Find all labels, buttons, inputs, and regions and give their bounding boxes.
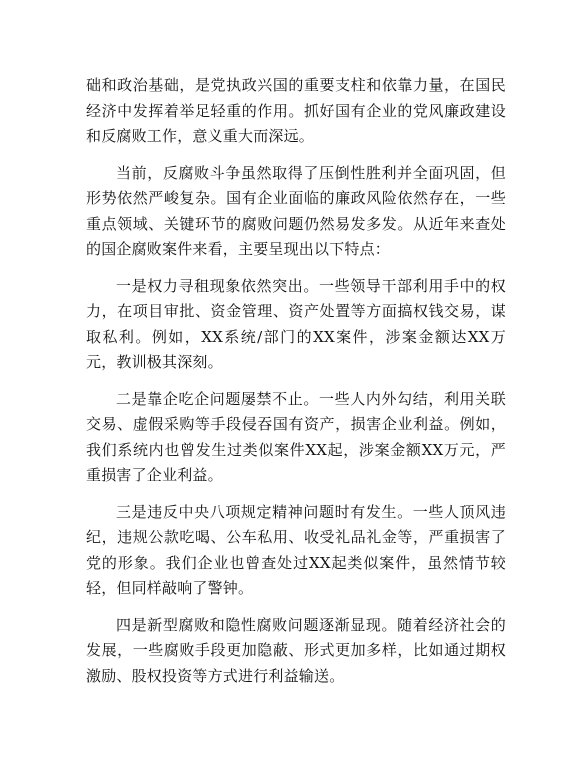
paragraph-point-two: 二是靠企吃企问题屡禁不止。一些人内外勾结，利用关联交易、虚假采购等手段侵吞国有资产，损害企业利益。例如，我们系统内也曾发生过类似案件XX起，涉案金额XX万元，严重损害了企业利益。 xyxy=(86,389,506,484)
paragraph-continuation: 础和政治基础，是党执政兴国的重要支柱和依靠力量，在国民经济中发挥着举足轻重的作用。抓好国有企业的党风廉政建设和反腐败工作，意义重大而深远。 xyxy=(86,76,506,145)
paragraph-point-four: 四是新型腐败和隐性腐败问题逐渐显现。随着经济社会的发展，一些腐败手段更加隐蔽、形式更加多样，比如通过期权激励、股权投资等方式进行利益输送。 xyxy=(86,615,506,685)
paragraph-current-situation: 当前，反腐败斗争虽然取得了压倒性胜利并全面巩固，但形势依然严峻复杂。国有企业面临的廉政风险依然存在，一些重点领域、关键环节的腐败问题仍然易发多发。从近年来查处的国企腐败案件来看，主要呈现出以下特点： xyxy=(86,163,506,258)
paragraph-point-one: 一是权力寻租现象依然突出。一些领导干部利用手中的权力，在项目审批、资金管理、资产处置等方面搞权钱交易，谋取私利。例如，XX系统/部门的XX案件，涉案金额达XX万元，教训极其深刻。 xyxy=(86,276,506,371)
document-body xyxy=(86,73,506,700)
paragraph-point-three: 三是违反中央八项规定精神问题时有发生。一些人顶风违纪，违规公款吃喝、公车私用、收受礼品礼金等，严重损害了党的形象。我们企业也曾查处过XX起类似案件，虽然情节较轻，但同样敲响了警钟。 xyxy=(86,502,506,597)
